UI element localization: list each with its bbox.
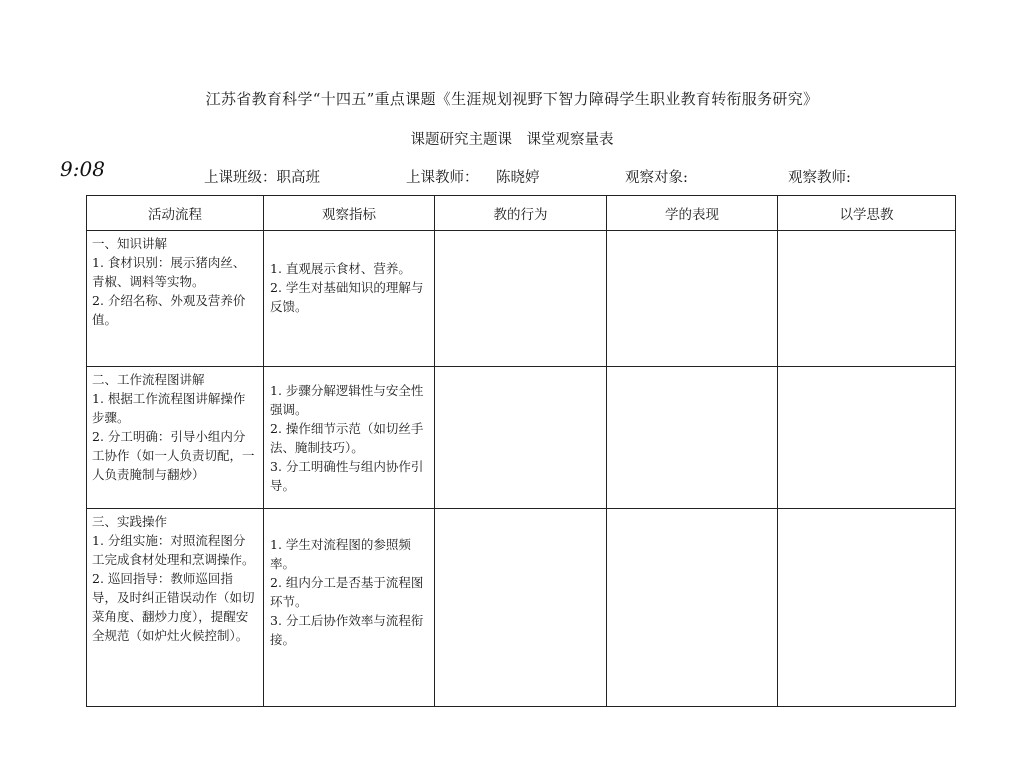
indicator-item: 2. 操作细节示范（如切丝手法、腌制技巧）。 xyxy=(270,421,424,455)
indicator-item: 2. 学生对基础知识的理解与反馈。 xyxy=(270,280,424,314)
teaching-note-cell xyxy=(435,231,607,367)
flow-heading: 三、实践操作 xyxy=(92,514,168,529)
indicator-item: 2. 组内分工是否基于流程图环节。 xyxy=(270,575,424,609)
flow-heading: 一、知识讲解 xyxy=(92,236,168,251)
document-title: 江苏省教育科学“十四五”重点课题《生涯规划视野下智力障碍学生职业教育转衔服务研究》 xyxy=(205,90,819,108)
reflection-note-cell xyxy=(778,509,956,707)
reflection-note-cell xyxy=(778,367,956,509)
indicator-item: 1. 步骤分解逻辑性与安全性强调。 xyxy=(270,383,424,417)
teacher-name: 陈晓婷 xyxy=(496,170,540,186)
class-label: 上课班级：职高班 xyxy=(204,170,320,186)
table-row xyxy=(87,231,956,367)
header-reflection: 以学思教 xyxy=(778,196,956,231)
indicator-item: 3. 分工后协作效率与流程衔接。 xyxy=(270,613,424,647)
header-activity-flow: 活动流程 xyxy=(87,196,264,231)
learning-note-cell xyxy=(607,231,778,367)
flow-step: 2. 介绍名称、外观及营养价值。 xyxy=(92,293,246,327)
teaching-note-cell xyxy=(435,509,607,707)
flow-cell xyxy=(87,231,264,367)
flow-step: 2. 分工明确：引导小组内分工协作（如一人负责切配，一人负责腌制与翻炒） xyxy=(92,429,255,482)
document-subtitle: 课题研究主题课 课堂观察量表 xyxy=(410,132,614,148)
flow-step: 2. 巡回指导：教师巡回指导，及时纠正错误动作（如切菜角度、翻炒力度），提醒安全规范（如炉灶火候控制）。 xyxy=(92,571,255,643)
learning-note-cell xyxy=(607,367,778,509)
indicator-item: 1. 学生对流程图的参照频率。 xyxy=(270,537,411,571)
indicator-cell xyxy=(264,231,435,367)
header-indicators: 观察指标 xyxy=(264,196,435,231)
header-learning-performance: 学的表现 xyxy=(607,196,778,231)
subject-label: 观察对象: xyxy=(625,170,688,186)
handwritten-time: 9:08 xyxy=(60,157,105,181)
flow-step: 1. 根据工作流程图讲解操作步骤。 xyxy=(92,391,246,425)
header-teaching-behavior: 教的行为 xyxy=(435,196,607,231)
indicator-cell xyxy=(264,367,435,509)
indicator-item: 1. 直观展示食材、营养。 xyxy=(270,261,411,276)
indicator-cell xyxy=(264,509,435,707)
learning-note-cell xyxy=(607,509,778,707)
table-row xyxy=(87,367,956,509)
flow-step: 1. 食材识别：展示猪肉丝、青椒、调料等实物。 xyxy=(92,255,246,289)
observer-label: 观察教师: xyxy=(788,170,851,186)
observation-table xyxy=(86,195,956,707)
teacher-label: 上课教师： xyxy=(406,170,479,186)
flow-heading: 二、工作流程图讲解 xyxy=(92,372,205,387)
flow-cell xyxy=(87,509,264,707)
teaching-note-cell xyxy=(435,367,607,509)
indicator-item: 3. 分工明确性与组内协作引导。 xyxy=(270,459,424,493)
flow-step: 1. 分组实施：对照流程图分工完成食材处理和烹调操作。 xyxy=(92,533,255,567)
reflection-note-cell xyxy=(778,231,956,367)
flow-cell xyxy=(87,367,264,509)
table-row xyxy=(87,509,956,707)
table-header-row xyxy=(87,196,956,231)
